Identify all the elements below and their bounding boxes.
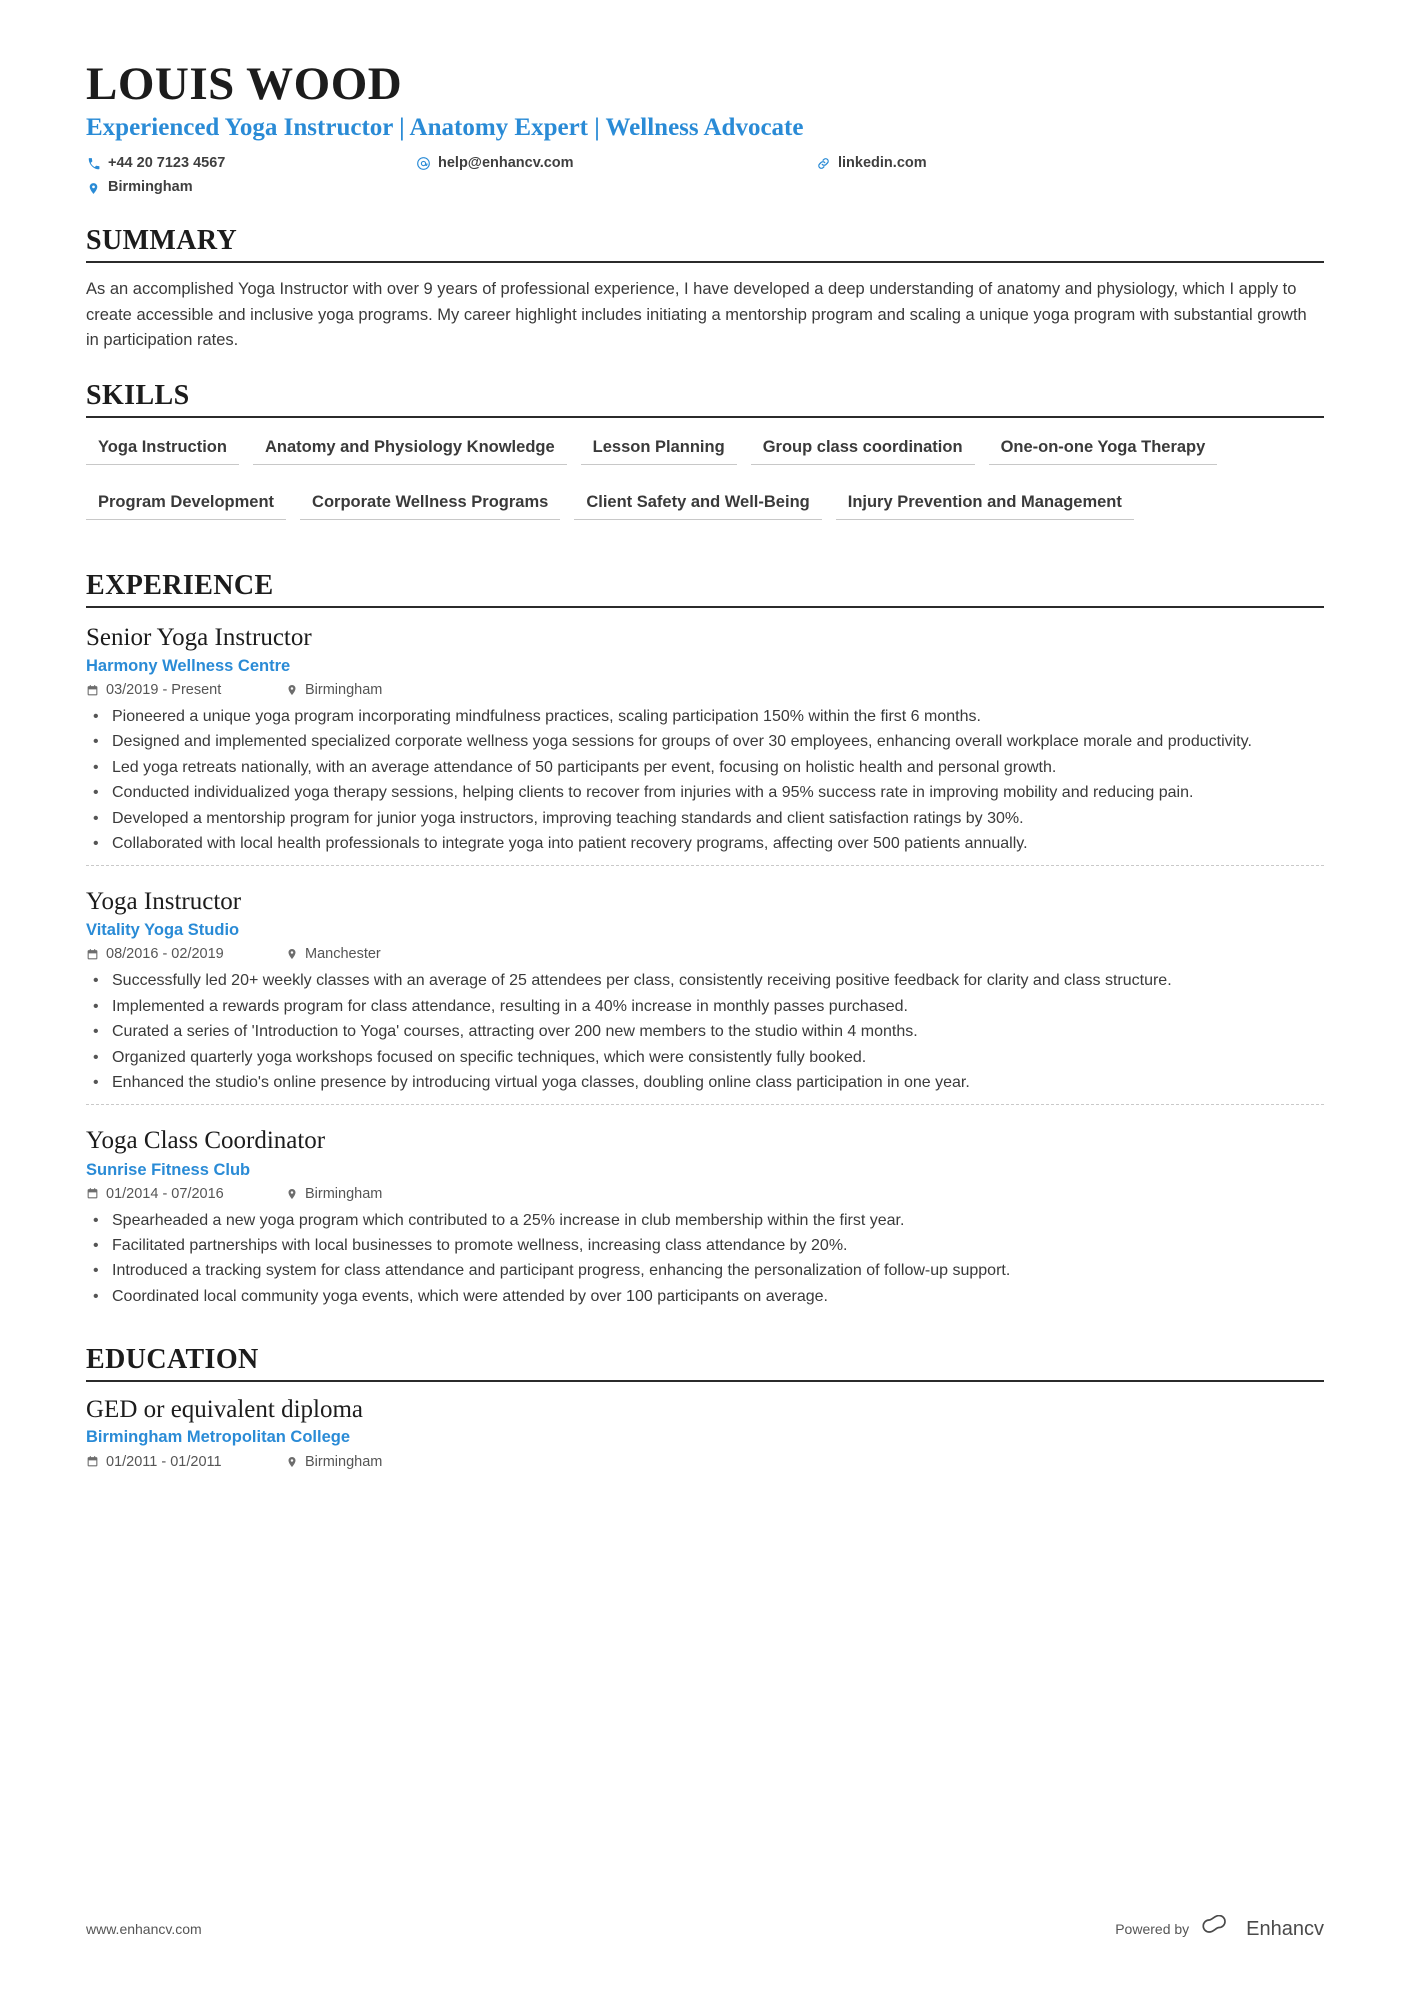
experience-section	[86, 570, 1324, 1318]
experience-section-title: EXPERIENCE	[86, 570, 1324, 608]
job-dates	[86, 946, 286, 962]
resume-header	[86, 58, 1324, 199]
skill-item: Injury Prevention and Management	[836, 489, 1134, 520]
contact-phone-text: +44 20 7123 4567	[108, 154, 226, 171]
location-pin-icon	[286, 1187, 298, 1201]
powered-by-label: Powered by	[1115, 1921, 1190, 1937]
education-location	[286, 1454, 382, 1470]
education-meta	[86, 1454, 1324, 1470]
bullet-item: • Spearheaded a new yoga program which contributed to a 25% increase in club membership within the first year.	[86, 1209, 1324, 1232]
location-pin-icon	[286, 947, 298, 961]
enhancv-wordmark: Enhancv	[1246, 1917, 1324, 1940]
education-dates	[86, 1454, 286, 1470]
job-location	[286, 682, 382, 698]
location-pin-icon	[86, 181, 101, 196]
summary-section	[86, 225, 1324, 354]
job-role: Senior Yoga Instructor	[86, 623, 312, 651]
calendar-icon	[86, 684, 99, 697]
skill-item: Anatomy and Physiology Knowledge	[253, 434, 567, 465]
bullet-item: • Implemented a rewards program for class attendance, resulting in a 40% increase in monthly passes purchased.	[86, 995, 1324, 1018]
job-location-text: Birmingham	[305, 682, 383, 699]
job-role: Yoga Class Coordinator	[86, 1127, 326, 1155]
contact-linkedin-text: linkedin.com	[838, 154, 927, 171]
education-section-title: EDUCATION	[86, 1344, 1324, 1382]
skills-section	[86, 380, 1324, 544]
job-company[interactable]: Sunrise Fitness Club	[86, 1160, 251, 1179]
skill-item: Yoga Instruction	[86, 434, 239, 465]
powered-by-block	[1115, 1915, 1324, 1943]
experience-entry	[86, 1104, 1324, 1318]
candidate-name: LOUIS WOOD	[86, 58, 403, 110]
bullet-item: • Curated a series of 'Introduction to Yoga' courses, attracting over 200 new members to the studio within 4 months.	[86, 1020, 1324, 1043]
link-icon	[816, 156, 831, 171]
job-company[interactable]: Harmony Wellness Centre	[86, 657, 291, 676]
footer-website[interactable]: www.enhancv.com	[86, 1921, 202, 1937]
calendar-icon	[86, 948, 99, 961]
summary-text: As an accomplished Yoga Instructor with over 9 years of professional experience, I have developed a deep understanding of anatomy and physiology, which I apply to create accessible and inclusive yoga programs. My career highlight includes initiating a mentorship program and scaling a unique yoga program with substantial growth in participation rates.	[86, 280, 1307, 350]
calendar-icon	[86, 1187, 99, 1200]
education-dates-text: 01/2011 - 01/2011	[106, 1453, 222, 1470]
location-pin-icon	[286, 1455, 298, 1469]
education-school[interactable]: Birmingham Metropolitan College	[86, 1427, 351, 1446]
contact-linkedin[interactable]	[816, 153, 1116, 175]
experience-entry	[86, 865, 1324, 1104]
bullet-item: • Enhanced the studio's online presence by introducing virtual yoga classes, doubling online class participation in one year.	[86, 1071, 1324, 1094]
bullet-item: • Facilitated partnerships with local businesses to promote wellness, increasing class attendance by 20%.	[86, 1234, 1324, 1257]
job-bullets	[86, 969, 1324, 1094]
education-degree: GED or equivalent diploma	[86, 1395, 364, 1423]
job-dates-text: 03/2019 - Present	[106, 682, 222, 699]
bullet-item: • Pioneered a unique yoga program incorporating mindfulness practices, scaling participation 150% within the first 6 months.	[86, 705, 1324, 728]
enhancv-logo	[1201, 1915, 1324, 1943]
education-entry	[86, 1396, 1324, 1470]
bullet-item: • Coordinated local community yoga events, which were attended by over 100 participants on average.	[86, 1285, 1324, 1308]
education-location-text: Birmingham	[305, 1453, 383, 1470]
skill-item: Program Development	[86, 489, 286, 520]
bullet-item: • Designed and implemented specialized corporate wellness yoga sessions for groups of over 30 employees, enhancing overall workplace morale and productivity.	[86, 730, 1324, 753]
job-location-text: Birmingham	[305, 1185, 383, 1202]
skill-item: Client Safety and Well-Being	[574, 489, 821, 520]
contact-phone[interactable]	[86, 153, 416, 175]
skill-item: One-on-one Yoga Therapy	[989, 434, 1218, 465]
job-dates-text: 01/2014 - 07/2016	[106, 1185, 224, 1202]
email-icon	[416, 156, 431, 171]
page-footer	[86, 1915, 1324, 1943]
contact-location-text: Birmingham	[108, 179, 193, 196]
calendar-icon	[86, 1455, 99, 1468]
contact-email-text: help@enhancv.com	[438, 154, 574, 171]
bullet-item: • Collaborated with local health professionals to integrate yoga into patient recovery programs, affecting over 500 patients annually.	[86, 832, 1324, 855]
job-bullets	[86, 705, 1324, 855]
job-meta	[86, 1186, 1324, 1202]
enhancv-mark-icon	[1201, 1915, 1237, 1943]
skill-item: Lesson Planning	[581, 434, 737, 465]
job-bullets	[86, 1209, 1324, 1308]
bullet-item: • Successfully led 20+ weekly classes with an average of 25 attendees per class, consistently receiving positive feedback for clarity and class structure.	[86, 969, 1324, 992]
education-section	[86, 1344, 1324, 1470]
job-meta	[86, 946, 1324, 962]
experience-entry	[86, 622, 1324, 865]
contact-row	[86, 153, 1324, 200]
job-meta	[86, 682, 1324, 698]
contact-email[interactable]	[416, 153, 816, 175]
job-dates	[86, 682, 286, 698]
summary-section-title: SUMMARY	[86, 225, 1324, 263]
skill-item: Group class coordination	[751, 434, 975, 465]
bullet-item: • Led yoga retreats nationally, with an average attendance of 50 participants per event, focusing on holistic health and personal growth.	[86, 756, 1324, 779]
contact-location	[86, 177, 416, 199]
job-location-text: Manchester	[305, 946, 381, 963]
job-dates-text: 08/2016 - 02/2019	[106, 946, 224, 963]
job-location	[286, 1186, 382, 1202]
phone-icon	[86, 156, 101, 171]
skills-section-title: SKILLS	[86, 380, 1324, 418]
bullet-item: • Conducted individualized yoga therapy sessions, helping clients to recover from injuries with a 95% success rate in improving mobility and reducing pain.	[86, 781, 1324, 804]
job-role: Yoga Instructor	[86, 888, 242, 916]
location-pin-icon	[286, 683, 298, 697]
skill-item: Corporate Wellness Programs	[300, 489, 560, 520]
bullet-item: • Developed a mentorship program for junior yoga instructors, improving teaching standards and client satisfaction ratings by 30%.	[86, 807, 1324, 830]
bullet-item: • Introduced a tracking system for class attendance and participant progress, enhancing the personalization of follow-up support.	[86, 1259, 1324, 1282]
bullet-item: • Organized quarterly yoga workshops focused on specific techniques, which were consistently fully booked.	[86, 1046, 1324, 1069]
candidate-headline: Experienced Yoga Instructor | Anatomy Expert | Wellness Advocate	[86, 113, 804, 141]
job-location	[286, 946, 381, 962]
job-dates	[86, 1186, 286, 1202]
job-company[interactable]: Vitality Yoga Studio	[86, 921, 240, 940]
skills-list	[86, 434, 1324, 544]
